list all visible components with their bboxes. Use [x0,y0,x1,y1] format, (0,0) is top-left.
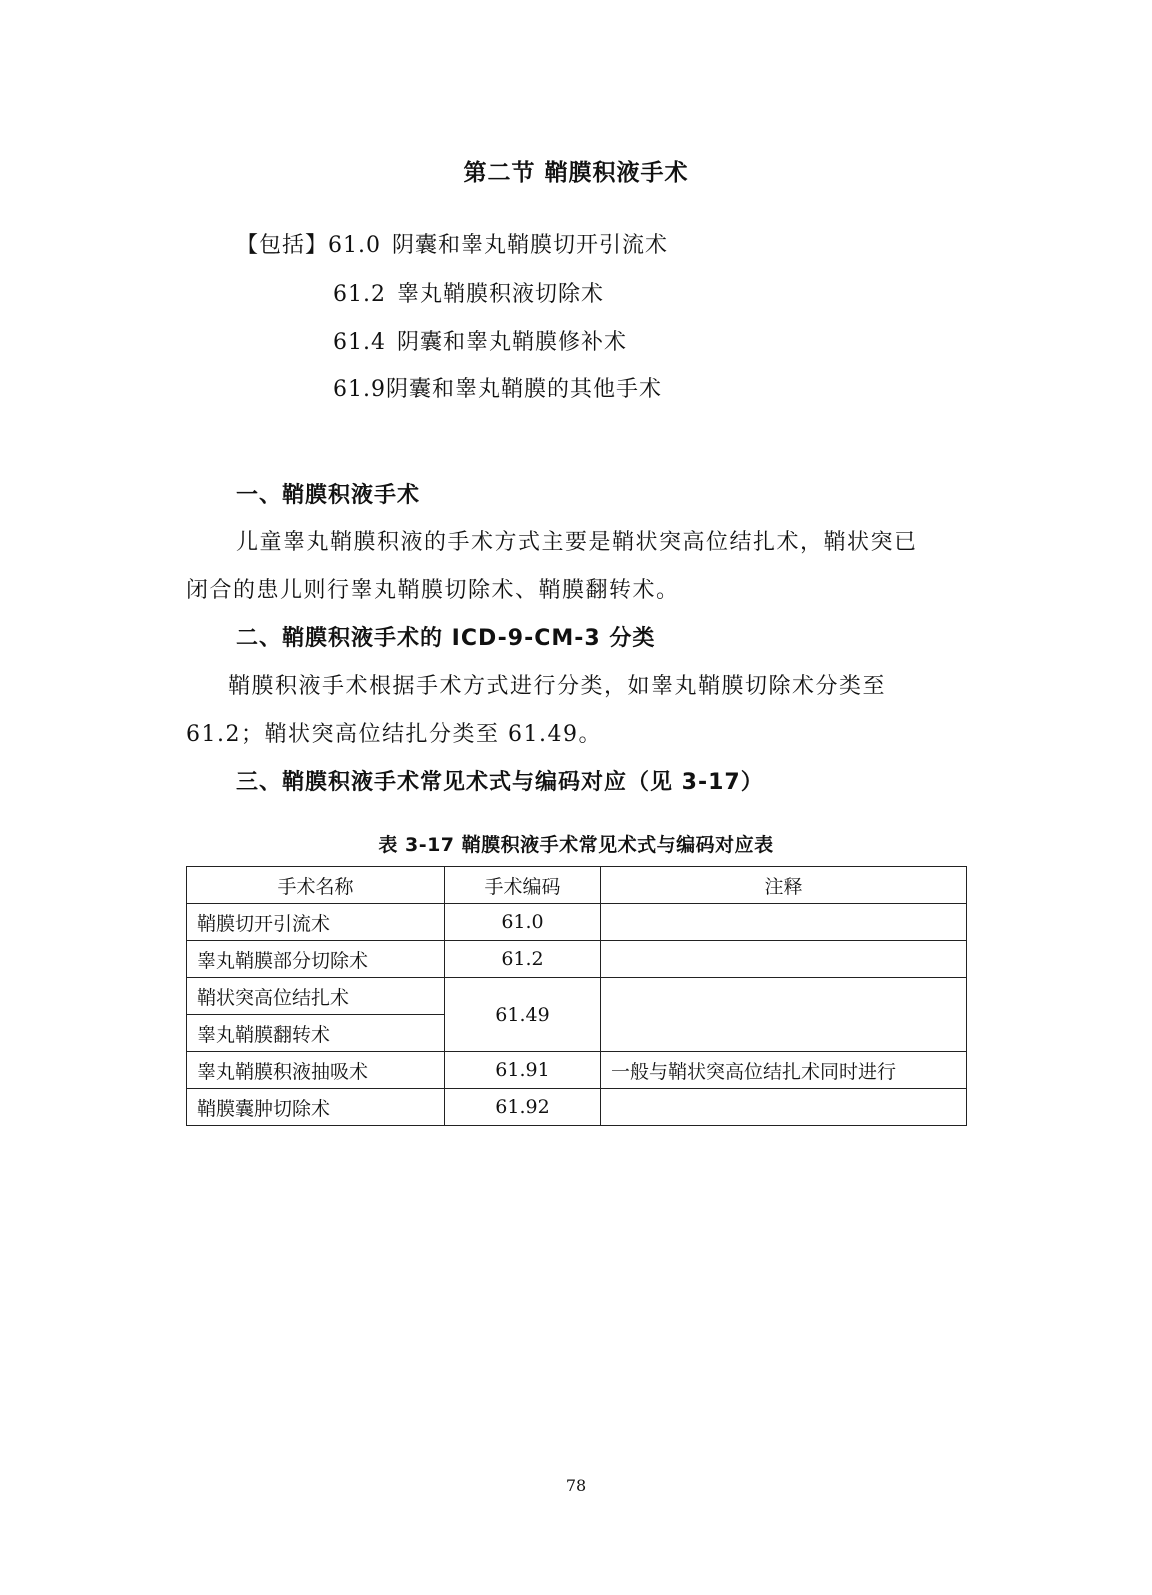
procedure-name: 鞘膜切开引流术 [187,904,445,941]
includes-text: 睾丸鞘膜积液切除术 [397,282,605,307]
procedure-name: 睾丸鞘膜翻转术 [187,1015,445,1052]
table-header-row [187,867,967,904]
procedure-note [601,904,967,941]
code-table [186,866,967,1126]
includes-label: 【包括】 [236,233,329,258]
procedure-name: 鞘状突高位结扎术 [187,978,445,1015]
table-header-note: 注释 [601,867,967,904]
procedure-note [601,1089,967,1126]
part1-paragraph-line1: 儿童睾丸鞘膜积液的手术方式主要是鞘状突高位结扎术，鞘状突已 [236,530,918,555]
includes-code: 61.4 [333,330,386,355]
includes-item-2 [333,277,604,308]
table-caption: 表 3-17 鞘膜积液手术常见术式与编码对应表 [378,834,774,856]
section-title: 第二节 鞘膜积液手术 [463,160,689,186]
part1-paragraph-line2: 闭合的患儿则行睾丸鞘膜切除术、鞘膜翻转术。 [186,578,680,603]
procedure-name: 鞘膜囊肿切除术 [187,1089,445,1126]
procedure-code: 61.91 [445,1052,601,1089]
table-row [187,1089,967,1126]
part2-paragraph-line2: 61.2；鞘状突高位结扎分类至 61.49。 [186,722,602,747]
procedure-code: 61.2 [445,941,601,978]
includes-code: 61.0 [328,233,381,258]
procedure-code: 61.49 [445,978,601,1052]
includes-code: 61.9 [333,377,386,402]
includes-text: 阴囊和睾丸鞘膜修补术 [397,330,628,355]
includes-item-4 [333,372,662,403]
page-number: 78 [565,1476,587,1495]
includes-code: 61.2 [333,282,386,307]
table-header-code: 手术编码 [445,867,601,904]
includes-item-1 [236,228,668,259]
procedure-note [601,941,967,978]
includes-text: 阴囊和睾丸鞘膜的其他手术 [385,377,662,402]
procedure-code: 61.0 [445,904,601,941]
part2-heading: 二、鞘膜积液手术的 ICD-9-CM-3 分类 [236,626,656,651]
procedure-name: 睾丸鞘膜积液抽吸术 [187,1052,445,1089]
table-row [187,941,967,978]
table-header-name: 手术名称 [187,867,445,904]
procedure-note [601,978,967,1052]
table-row [187,978,967,1015]
table-row [187,1052,967,1089]
procedure-name: 睾丸鞘膜部分切除术 [187,941,445,978]
includes-text: 阴囊和睾丸鞘膜切开引流术 [392,233,669,258]
part2-paragraph-line1: 鞘膜积液手术根据手术方式进行分类，如睾丸鞘膜切除术分类至 [228,674,887,699]
procedure-note: 一般与鞘状突高位结扎术同时进行 [601,1052,967,1089]
table-row [187,904,967,941]
includes-item-3 [333,325,627,356]
procedure-code: 61.92 [445,1089,601,1126]
part1-heading: 一、鞘膜积液手术 [236,483,421,508]
part3-heading: 三、鞘膜积液手术常见术式与编码对应（见 3-17） [236,770,764,795]
